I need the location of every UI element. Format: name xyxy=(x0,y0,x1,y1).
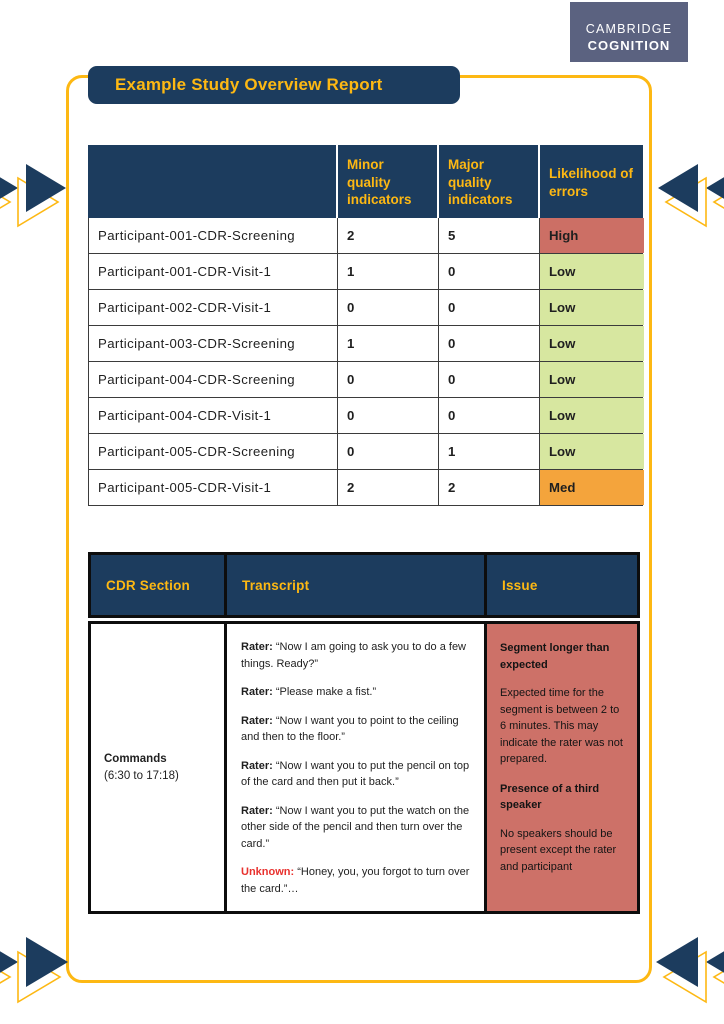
major-count-cell: 0 xyxy=(439,398,539,433)
issue-cell xyxy=(487,624,637,911)
speaker-label: Rater: xyxy=(241,641,273,653)
likelihood-cell: Low xyxy=(540,362,644,397)
participant-cell: Participant-002-CDR-Visit-1 xyxy=(89,290,337,325)
overview-table-body xyxy=(88,218,643,506)
transcript-entry xyxy=(241,684,470,701)
speaker-label: Rater: xyxy=(241,804,273,817)
detail-table-body xyxy=(88,621,640,914)
transcript-text: “Honey, you, you forgot to turn over the card.”… xyxy=(241,866,470,895)
issue-description: Expected time for the segment is between 2 to 6 minutes. This may indicate the rater was not prepared. xyxy=(500,687,623,765)
issue-heading: Presence of a third speaker xyxy=(500,782,600,811)
major-count-cell: 0 xyxy=(439,362,539,397)
page-title-text: Example Study Overview Report xyxy=(115,75,383,94)
transcript-entry xyxy=(241,803,470,853)
transcript-text: “Now I am going to ask you to do a few things. Ready?” xyxy=(241,641,467,670)
participant-cell: Participant-001-CDR-Screening xyxy=(89,218,337,253)
participant-cell: Participant-001-CDR-Visit-1 xyxy=(89,254,337,289)
transcript-entry xyxy=(241,864,470,897)
speaker-label: Rater: xyxy=(241,686,273,698)
cdr-section-cell xyxy=(91,624,224,911)
logo-line-cambridge: CAMBRIDGE xyxy=(585,22,673,36)
participant-cell: Participant-003-CDR-Screening xyxy=(89,326,337,361)
major-count-cell: 0 xyxy=(439,254,539,289)
transcript-entry xyxy=(241,639,470,672)
major-count-cell: 1 xyxy=(439,434,539,469)
minor-count-cell: 0 xyxy=(338,398,438,433)
header-cell-minor: Minor quality indicators xyxy=(338,145,437,218)
header-cell-empty xyxy=(88,145,336,218)
overview-table xyxy=(88,145,643,506)
double-arrow-icon xyxy=(0,158,76,234)
likelihood-cell: Low xyxy=(540,290,644,325)
transcript-text: “Please make a fist.” xyxy=(272,686,377,698)
likelihood-cell: Med xyxy=(540,470,644,505)
minor-count-cell: 0 xyxy=(338,290,438,325)
minor-count-cell: 2 xyxy=(338,470,438,505)
cdr-section-time-range: (6:30 to 17:18) xyxy=(104,769,179,782)
major-count-cell: 0 xyxy=(439,290,539,325)
unknown-speaker-label: Unknown: xyxy=(241,866,295,878)
double-arrow-icon xyxy=(644,930,724,1010)
double-arrow-icon xyxy=(648,158,724,234)
minor-count-cell: 2 xyxy=(338,218,438,253)
speaker-label: Rater: xyxy=(241,714,273,727)
page-title xyxy=(88,66,460,104)
major-count-cell: 5 xyxy=(439,218,539,253)
transcript-entry xyxy=(241,758,470,791)
issue-detail-table xyxy=(88,552,640,914)
minor-count-cell: 1 xyxy=(338,254,438,289)
participant-cell: Participant-005-CDR-Visit-1 xyxy=(89,470,337,505)
transcript-cell xyxy=(227,624,484,911)
participant-cell: Participant-004-CDR-Visit-1 xyxy=(89,398,337,433)
issue-heading: Segment longer than expected xyxy=(500,642,610,671)
header-cell-likelihood: Likelihood of errors xyxy=(540,145,643,218)
logo-line-cognition: COGNITION xyxy=(587,38,671,53)
major-count-cell: 0 xyxy=(439,326,539,361)
likelihood-cell: Low xyxy=(540,434,644,469)
transcript-text: “Now I want you to point to the ceiling and then to the floor.” xyxy=(241,714,459,743)
transcript-text: “Now I want you to put the watch on the other side of the pencil and then turn over the card.” xyxy=(241,804,470,850)
transcript-text: “Now I want you to put the pencil on top of the card and then put it back.” xyxy=(241,759,470,788)
participant-cell: Participant-004-CDR-Screening xyxy=(89,362,337,397)
issue-description: No speakers should be present except the rater and participant xyxy=(500,827,617,873)
major-count-cell: 2 xyxy=(439,470,539,505)
likelihood-cell: Low xyxy=(540,254,644,289)
header-cell-major: Major quality indicators xyxy=(439,145,538,218)
likelihood-cell: Low xyxy=(540,326,644,361)
header-cell-issue: Issue xyxy=(487,555,637,615)
cambridge-cognition-logo xyxy=(570,2,688,62)
likelihood-cell: High xyxy=(540,218,644,253)
minor-count-cell: 0 xyxy=(338,362,438,397)
participant-cell: Participant-005-CDR-Screening xyxy=(89,434,337,469)
detail-table-header xyxy=(88,552,640,618)
speaker-label: Rater: xyxy=(241,759,273,772)
likelihood-cell: Low xyxy=(540,398,644,433)
overview-table-header xyxy=(88,145,643,218)
minor-count-cell: 0 xyxy=(338,434,438,469)
cdr-section-name: Commands xyxy=(104,752,167,765)
transcript-entry xyxy=(241,713,470,746)
double-arrow-icon xyxy=(0,930,80,1010)
header-cell-cdr-section: CDR Section xyxy=(91,555,224,615)
minor-count-cell: 1 xyxy=(338,326,438,361)
header-cell-transcript: Transcript xyxy=(227,555,484,615)
